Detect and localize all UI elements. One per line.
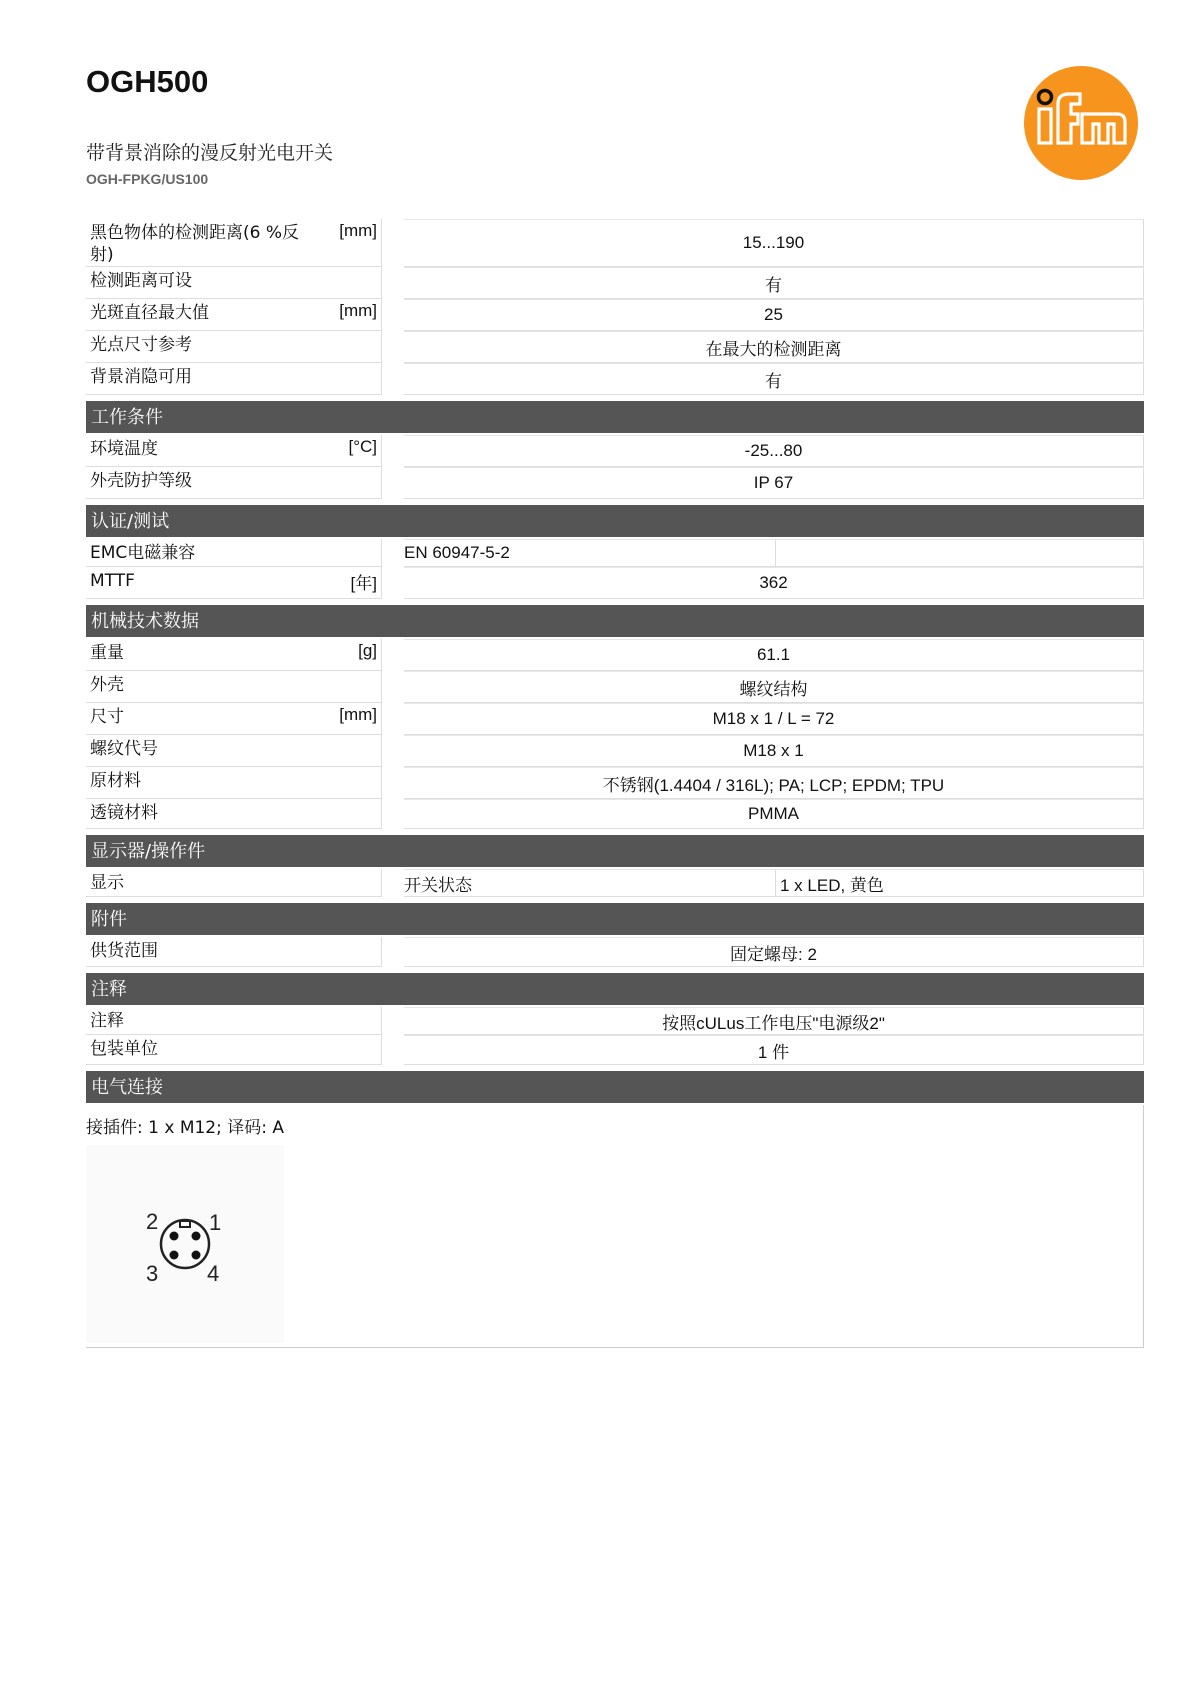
spec-value: 有 <box>404 267 1144 299</box>
spec-label: 原材料 <box>90 771 141 791</box>
section-header-cert: 认证/测试 <box>86 505 1144 537</box>
spec-value: 不锈钢(1.4404 / 316L); PA; LCP; EPDM; TPU <box>404 767 1144 799</box>
ifm-logo <box>1022 64 1140 182</box>
spec-row <box>86 467 1144 499</box>
spec-value: M18 x 1 / L = 72 <box>404 703 1144 735</box>
spec-value: 15...190 <box>404 219 1144 267</box>
spec-row <box>86 869 1144 897</box>
spec-label: 环境温度 <box>90 439 158 459</box>
spec-value: 1 件 <box>404 1035 1144 1065</box>
spec-row <box>86 735 1144 767</box>
pin-label-2: 2 <box>146 1209 159 1234</box>
spec-label: 尺寸 <box>90 707 124 727</box>
spec-value: 61.1 <box>404 639 1144 671</box>
spec-label: MTTF <box>90 571 135 591</box>
spec-value: -25...80 <box>404 435 1144 467</box>
spec-unit: [mm] <box>339 705 377 724</box>
spec-row <box>86 767 1144 799</box>
connector-description: 接插件: 1 x M12; 译码: A <box>86 1118 285 1138</box>
spec-value: 按照cULus工作电压"电源级2" <box>404 1007 1144 1035</box>
spec-label: 螺纹代号 <box>90 739 158 759</box>
section-header-mech: 机械技术数据 <box>86 605 1144 637</box>
spec-row <box>86 1035 1144 1065</box>
spec-value: PMMA <box>404 799 1144 829</box>
spec-value: M18 x 1 <box>404 735 1144 767</box>
spec-unit: [g] <box>358 641 377 660</box>
spec-unit: [mm] <box>339 301 377 320</box>
spec-label: 外壳防护等级 <box>90 471 192 491</box>
spec-label: 背景消隐可用 <box>90 367 192 387</box>
spec-label: EMC电磁兼容 <box>90 543 196 563</box>
connection-box <box>86 1105 1144 1348</box>
spec-value: 有 <box>404 363 1144 395</box>
section-header-working: 工作条件 <box>86 401 1144 433</box>
section-header-electrical: 电气连接 <box>86 1071 1144 1103</box>
connector-diagram <box>86 1145 284 1343</box>
spec-value: 螺纹结构 <box>404 671 1144 703</box>
pin-label-1: 1 <box>209 1210 222 1235</box>
spec-unit: [mm] <box>339 221 377 240</box>
spec-value: 固定螺母: 2 <box>404 937 1144 967</box>
spec-value-secondary: 1 x LED, 黄色 <box>776 869 1144 897</box>
spec-row <box>86 299 1144 331</box>
section-header-notes: 注释 <box>86 973 1144 1005</box>
section-header-display: 显示器/操作件 <box>86 835 1144 867</box>
spec-unit: [°C] <box>348 437 377 456</box>
spec-label: 光斑直径最大值 <box>90 303 209 323</box>
spec-label: 外壳 <box>90 675 124 695</box>
spec-value: IP 67 <box>404 467 1144 499</box>
pin-3 <box>170 1251 179 1260</box>
spec-label: 检测距离可设 <box>90 271 192 291</box>
product-code: OGH-FPKG/US100 <box>86 171 209 187</box>
section-header-accessories: 附件 <box>86 903 1144 935</box>
spec-label: 光点尺寸参考 <box>90 335 192 355</box>
spec-label: 重量 <box>90 643 124 663</box>
spec-row <box>86 937 1144 967</box>
spec-label: 黑色物体的检测距离(6 %反射) <box>90 223 300 265</box>
spec-value: EN 60947-5-2 <box>404 539 776 567</box>
spec-row <box>86 539 1144 567</box>
spec-label: 注释 <box>90 1011 124 1031</box>
pin-2 <box>170 1232 179 1241</box>
spec-row <box>86 363 1144 395</box>
product-subtitle: 带背景消除的漫反射光电开关 <box>86 142 334 164</box>
pin-4 <box>192 1251 201 1260</box>
product-title: OGH500 <box>86 64 209 99</box>
spec-row <box>86 331 1144 363</box>
spec-value: 362 <box>404 567 1144 599</box>
spec-row <box>86 799 1144 829</box>
pin-1 <box>192 1232 201 1241</box>
spec-label: 供货范围 <box>90 941 158 961</box>
spec-value: 在最大的检测距离 <box>404 331 1144 363</box>
spec-label: 透镜材料 <box>90 803 158 823</box>
spec-value-secondary <box>776 539 1144 567</box>
connector-key <box>180 1221 190 1227</box>
spec-table <box>86 219 1144 1348</box>
spec-row <box>86 267 1144 299</box>
spec-label: 显示 <box>90 873 124 893</box>
spec-value: 开关状态 <box>404 869 776 897</box>
spec-row <box>86 219 1144 267</box>
spec-row <box>86 671 1144 703</box>
spec-row <box>86 435 1144 467</box>
spec-row <box>86 703 1144 735</box>
spec-label: 包装单位 <box>90 1039 158 1059</box>
pin-label-4: 4 <box>207 1261 220 1286</box>
spec-unit: [年] <box>350 574 377 593</box>
spec-row <box>86 639 1144 671</box>
spec-row <box>86 1007 1144 1035</box>
spec-row <box>86 567 1144 599</box>
pin-label-3: 3 <box>146 1261 159 1286</box>
spec-value: 25 <box>404 299 1144 331</box>
